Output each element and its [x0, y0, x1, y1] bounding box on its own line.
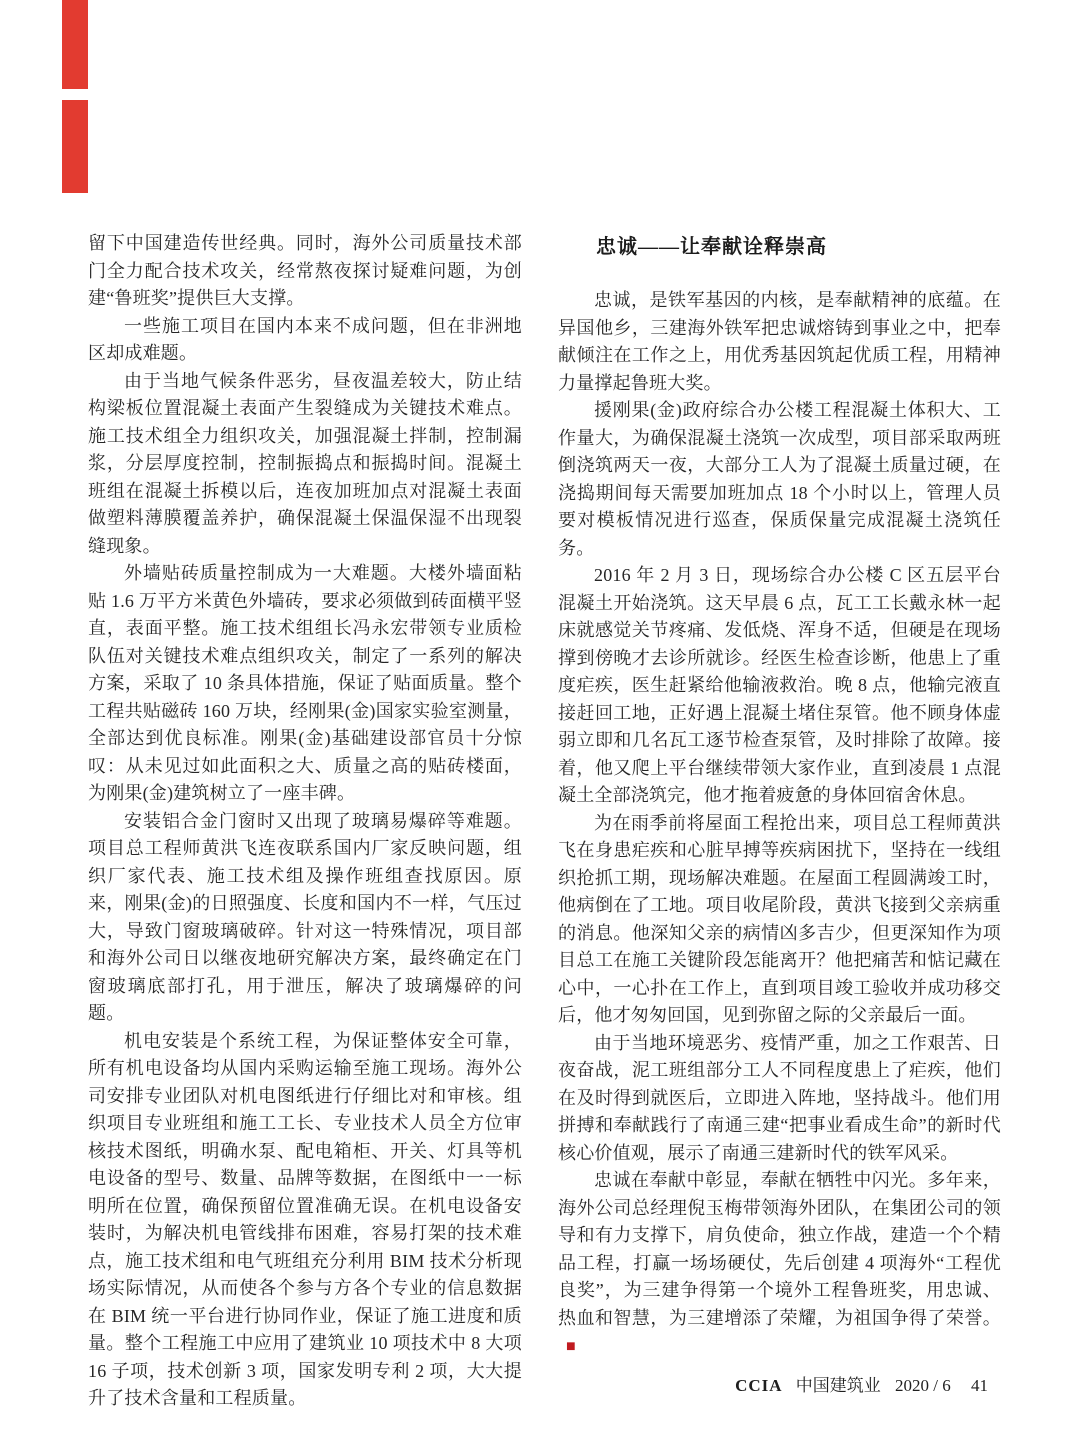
section-heading: 忠诚——让奉献诠释崇高 [596, 236, 827, 258]
paragraph: 为在雨季前将屋面工程抢出来，项目总工程师黄洪飞在身患疟疾和心脏早搏等疾病困扰下，坚持在一线组织抢抓工期，现场解决难题。在屋面工程圆满竣工时，他病倒在了工地。项目收尾阶段，黄洪飞接到父亲病重的消息。他深知父亲的病情凶多吉少，但更深知作为项目总工在施工关键阶段怎能离开？他把痛苦和惦记藏在心中，一心扑在工作上，直到项目竣工验收并成功移交后，他才匆匆回国，见到弥留之际的父亲最后一面。 [558, 812, 1001, 1025]
paragraph: 忠诚，是铁军基因的内核，是奉献精神的底蕴。在异国他乡，三建海外铁军把忠诚熔铸到事业之中，把奉献倾注在工作之上，用优秀基因筑起优质工程，用精神力量撑起鲁班大奖。 [558, 290, 1001, 393]
footer-issue: 2020 / 6 [895, 1376, 951, 1395]
paragraph: 由于当地环境恶劣、疫情严重，加之工作艰苦、日夜奋战，泥工班组部分工人不同程度患上了疟疾，他们在及时得到就医后，立即进入阵地，坚持战斗。他们用拼搏和奉献践行了南通三建“把事业看成生命”的新时代核心价值观，展示了南通三建新时代的铁军风采。 [558, 1032, 1001, 1163]
paragraph: 安装铝合金门窗时又出现了玻璃易爆碎等难题。项目总工程师黄洪飞连夜联系国内厂家反映问题，组织厂家代表、施工技术组及操作班组查找原因。原来，刚果(金)的日照强度、长度和国内不一样，气压过大，导致门窗玻璃破碎。针对这一特殊情况，项目部和海外公司日以继夜地研究解决方案，最终确定在门窗玻璃底部打孔，用于泄压，解决了玻璃爆碎的问题。 [88, 810, 522, 1023]
paragraph: 忠诚在奉献中彰显，奉献在牺牲中闪光。多年来，海外公司总经理倪玉梅带领海外团队，在集团公司的领导和有力支撑下，肩负使命，独立作战，建造一个个精品工程，打赢一场场硬仗，先后创建 4 项海外“工程优良奖”，为三建争得第一个境外工程鲁班奖，用忠诚、热血和智慧，为三建增添了荣耀，为祖国争得了荣誉。■ [558, 1170, 1001, 1355]
paragraph: 一些施工项目在国内本来不成问题，但在非洲地区却成难题。 [88, 315, 522, 363]
paragraph: 外墙贴砖质量控制成为一大难题。大楼外墙面粘贴 1.6 万平方米黄色外墙砖，要求必须做到砖面横平竖直，表面平整。施工技术组组长冯永宏带领专业质检队伍对关键技术难点组织攻关，制定了一系列的解决方案，采取了 10 条具体措施，保证了贴面质量。整个工程共贴磁砖 160 万块，经刚果(金)国家实验室测量，全部达到优良标准。刚果(金)基础建设部官员十分惊叹：从未见过如此面积之大、质量之高的贴砖楼面，为刚果(金)建筑树立了一座丰碑。 [88, 563, 522, 803]
footer [735, 1376, 988, 1396]
paragraph: 援刚果(金)政府综合办公楼工程混凝土体积大、工作量大，为确保混凝土浇筑一次成型，项目部采取两班倒浇筑两天一夜，大部分工人为了混凝土质量过硬，在浇捣期间每天需要加班加点 18 个小时以上，管理人员要对模板情况进行巡查，保质保量完成混凝土浇筑任务。 [558, 400, 1001, 558]
right-column [558, 234, 1001, 1361]
paragraph: 由于当地气候条件恶劣，昼夜温差较大，防止结构梁板位置混凝土表面产生裂缝成为关键技术难点。施工技术组全力组织攻关，加强混凝土拌制，控制漏浆，分层厚度控制，控制振捣点和振捣时间。混凝土班组在混凝土拆模以后，连夜加班加点对混凝土表面做塑料薄膜覆盖养护，确保混凝土保温保湿不出现裂缝现象。 [88, 370, 522, 556]
page-edge-red-tab-bottom [62, 100, 88, 193]
footer-journal-name: 中国建筑业 [795, 1376, 881, 1395]
article-end-mark: ■ [566, 1338, 576, 1355]
paragraph: 机电安装是个系统工程，为保证整体安全可靠，所有机电设备均从国内采购运输至施工现场。海外公司安排专业团队对机电图纸进行仔细比对和审核。组织项目专业班组和施工工长、专业技术人员全方位审核技术图纸，明确水泵、配电箱柜、开关、灯具等机电设备的型号、数量、品牌等数据，在图纸中一一标明所在位置，确保预留位置准确无误。在机电设备安装时，为解决机电管线排布困难，容易打架的技术难点，施工技术组和电气班组充分利用 BIM 技术分析现场实际情况，从而使各个参与方各个专业的信息数据在 BIM 统一平台进行协同作业，保证了施工进度和质量。整个工程施工中应用了建筑业 10 项技术中 8 大项 16 子项，技术创新 3 项，国家发明专利 2 项，大大提升了技术含量和工程质量。 [88, 1030, 522, 1408]
footer-journal-abbr: CCIA [735, 1376, 783, 1395]
paragraph: 留下中国建造传世经典。同时，海外公司质量技术部门全力配合技术攻关，经常熬夜探讨疑难问题，为创建“鲁班奖”提供巨大支撑。 [88, 233, 522, 308]
footer-page-number: 41 [971, 1376, 988, 1395]
left-column [88, 230, 522, 1413]
right-column-paragraphs [558, 287, 1001, 1361]
page-edge-red-tab-top [62, 0, 88, 89]
paragraph: 2016 年 2 月 3 日，现场综合办公楼 C 区五层平台混凝土开始浇筑。这天早晨 6 点，瓦工工长戴永林一起床就感觉关节疼痛、发低烧、浑身不适，但硬是在现场撑到傍晚才去诊所就诊。经医生检查诊断，他患上了重度疟疾，医生赶紧给他输液救治。晚 8 点，他输完液直接赶回工地，正好遇上混凝土堵住泵管。他不顾身体虚弱立即和几名瓦工逐节检查泵管，及时排除了故障。接着，他又爬上平台继续带领大家作业，直到凌晨 1 点混凝土全部浇筑完，他才拖着疲惫的身体回宿舍休息。 [558, 565, 1001, 805]
